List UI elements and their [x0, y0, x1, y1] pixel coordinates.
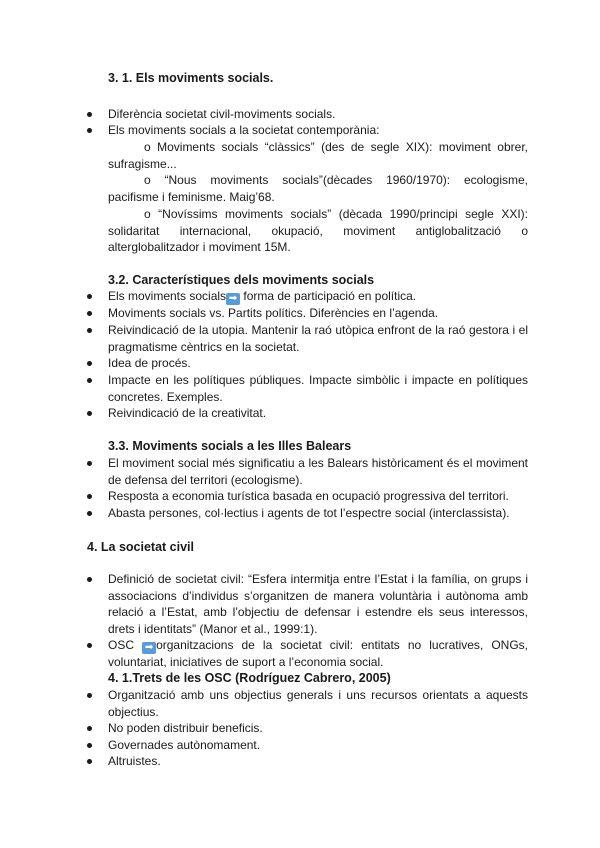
heading-4-1: 4. 1.Trets de les OSC (Rodríguez Cabrero, 2005)	[108, 671, 391, 685]
bullet-icon	[87, 743, 92, 748]
sub-list-item: o “Nous moviments socials”(dècades 1960/1970): ecologisme, pacifisme i feminisme. Maig’68.	[108, 173, 528, 204]
list-item: Abasta persones, col·lectius i agents de tot l’espectre social (interclassista).	[87, 505, 528, 522]
list-item: Reivindicació de la creativitat.	[87, 405, 528, 422]
heading-3-2: 3.2. Característiques dels moviments socials	[108, 273, 375, 287]
bullet-icon	[87, 577, 92, 582]
bullet-icon	[87, 726, 92, 731]
list-item: Moviments socials vs. Partits polítics. Diferències en l’agenda.	[87, 305, 528, 322]
heading-4: 4. La societat civil	[87, 540, 194, 554]
bullet-icon	[87, 112, 92, 117]
bullet-icon	[87, 128, 92, 133]
list-item: Els moviments socials a la societat contemporània:	[87, 122, 528, 139]
bullet-icon	[87, 693, 92, 698]
sub-list-item: o Moviments socials “clàssics” (des de segle XIX): moviment obrer, sufragisme...	[108, 140, 528, 171]
right-arrow-icon: ➡	[142, 642, 156, 654]
list-item: Diferència societat civil-moviments socials.	[87, 106, 528, 123]
bullet-icon	[87, 378, 92, 383]
list-item: Altruistes.	[87, 753, 528, 770]
list-item: Impacte en les polítiques públiques. Impacte simbòlic i impacte en polítiques concretes. Exemples.	[87, 372, 528, 405]
heading-3-1: 3. 1. Els moviments socials.	[108, 71, 274, 85]
right-arrow-icon: ➡	[226, 293, 240, 305]
bullet-icon	[87, 294, 92, 299]
sub-list-item: o “Novíssims moviments socials” (dècada 1990/principi segle XXI): solidaritat internacional, okupació, moviment antiglobalització o alterglobalitzador i moviment 15M.	[108, 207, 528, 254]
bullet-icon	[87, 759, 92, 764]
list-item: Organització amb uns objectius generals i uns recursos orientats a aquests objectius.	[87, 687, 528, 720]
list-item: Definició de societat civil: “Esfera intermitja entre l’Estat i la família, on grups i associacions d’individus s’organitzen de manera voluntària i autònoma amb relació a l’Estat, amb l’objectiu de defensar i estendre els seus interessos, drets i identitats” (Manor et al., 1999:1).	[87, 571, 528, 637]
list-item: Reivindicació de la utopia. Mantenir la raó utòpica enfront de la raó gestora i el pragmatisme cèntrics en la societat.	[87, 322, 528, 355]
list-item: Idea de procés.	[87, 355, 528, 372]
bullet-icon	[87, 361, 92, 366]
heading-3-3: 3.3. Moviments socials a les Illes Balears	[108, 439, 352, 453]
bullet-icon	[87, 494, 92, 499]
bullet-icon	[87, 328, 92, 333]
bullet-icon	[87, 411, 92, 416]
list-item: El moviment social més significatiu a les Balears històricament és el moviment de defensa del territori (ecologisme).	[87, 455, 528, 488]
list-item: OSC ➡ organitzacions de la societat civil: entitats no lucratives, ONGs, voluntariat, iniciatives de suport a l’economia social.	[87, 637, 528, 671]
list-item: Governades autònomament.	[87, 737, 528, 754]
bullet-icon	[87, 511, 92, 516]
bullet-icon	[87, 311, 92, 316]
bullet-icon	[87, 461, 92, 466]
bullet-icon	[87, 643, 92, 648]
list-item: Resposta a economia turística basada en ocupació progressiva del territori.	[87, 488, 528, 505]
list-item: Els moviments socials ➡ forma de participació en política.	[87, 288, 528, 305]
list-item: No poden distribuir beneficis.	[87, 720, 528, 737]
